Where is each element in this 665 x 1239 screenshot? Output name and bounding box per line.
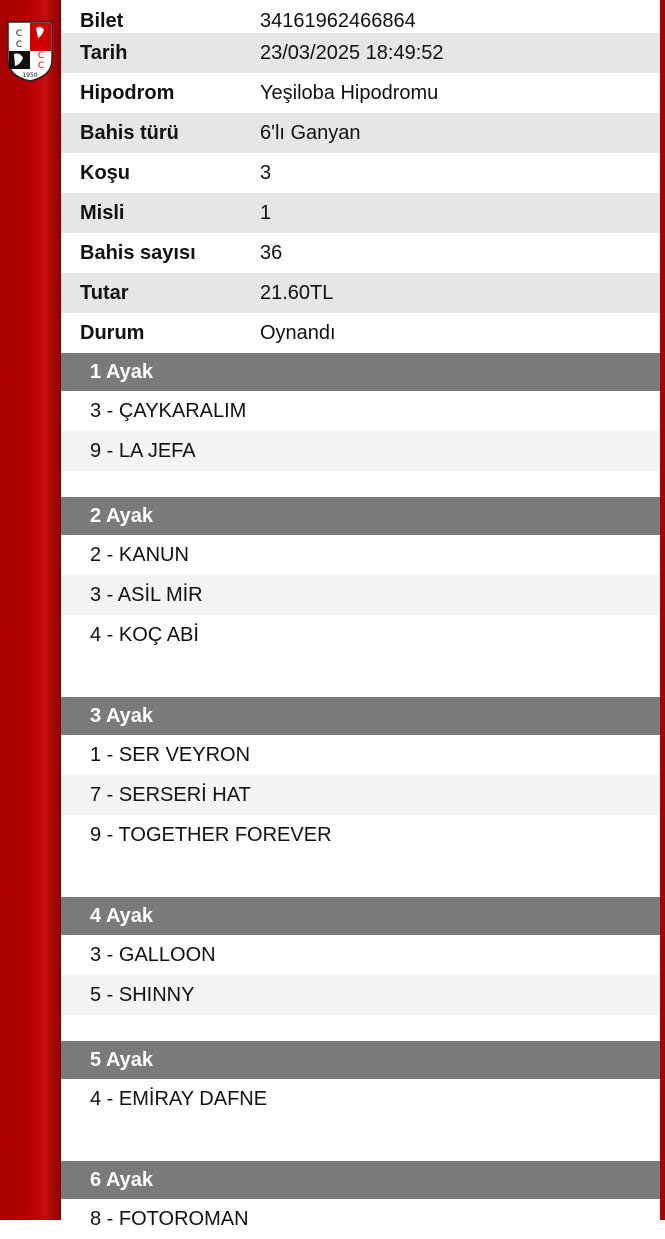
svg-text:C: C: [15, 40, 23, 50]
leg-spacer: [61, 471, 660, 497]
leg-spacer: [61, 855, 660, 897]
ticket-info-row: [61, 193, 660, 233]
ticket-info-label: Bahis sayısı: [80, 241, 196, 264]
svg-text:1950: 1950: [22, 72, 38, 79]
ticket-info-row: [61, 33, 660, 73]
ticket-info-value: 1: [260, 201, 272, 224]
leg-header: 3 Ayak: [61, 697, 660, 735]
runner-item: 9 - LA JEFA: [61, 431, 660, 471]
leg-header: 6 Ayak: [61, 1161, 660, 1199]
ticket-info-label: Koşu: [80, 161, 130, 184]
ticket-info-label: Hipodrom: [80, 81, 175, 104]
ticket-info-table: [61, 0, 660, 353]
ticket-info-row: [61, 313, 660, 353]
leg-header: 2 Ayak: [61, 497, 660, 535]
leg-section: [61, 697, 660, 897]
ticket-info-row: [61, 113, 660, 153]
runner-item: 3 - ÇAYKARALIM: [90, 399, 247, 422]
ticket-info-value: 21.60TL: [260, 281, 334, 304]
ticket-info-row: [61, 153, 660, 193]
club-logo-icon: [5, 20, 55, 82]
legs-list: [61, 353, 660, 1239]
runner-item: 8 - FOTOROMAN: [90, 1207, 249, 1230]
runner-item: 3 - ASİL MİR: [61, 575, 660, 615]
runner-item: 4 - KOÇ ABİ: [90, 623, 199, 646]
runner-item: 2 - KANUN: [90, 543, 189, 566]
svg-text:C: C: [37, 51, 45, 61]
ticket-info-value: 23/03/2025 18:49:52: [260, 41, 444, 64]
leg-header: 5 Ayak: [61, 1041, 660, 1079]
ticket-info-value: Oynandı: [260, 321, 336, 344]
leg-section: [61, 1161, 660, 1239]
leg-spacer: [61, 655, 660, 697]
ticket-info-value: 34161962466864: [260, 10, 416, 32]
ticket-detail-panel: [61, 0, 660, 1230]
ticket-info-value: 36: [260, 241, 283, 264]
ticket-info-row: [61, 0, 660, 33]
right-side-rail: [660, 0, 665, 1220]
svg-text:C: C: [37, 61, 45, 71]
ticket-info-label: Tutar: [80, 281, 129, 304]
ticket-info-value: Yeşiloba Hipodromu: [260, 81, 439, 104]
leg-section: [61, 1041, 660, 1161]
runner-item: 7 - SERSERİ HAT: [61, 775, 660, 815]
ticket-info-row: [61, 73, 660, 113]
svg-text:C: C: [15, 29, 23, 39]
leg-spacer: [61, 1015, 660, 1041]
ticket-info-label: Tarih: [80, 41, 128, 64]
ticket-info-label: Bahis türü: [80, 121, 179, 144]
ticket-info-value: 6'lı Ganyan: [260, 121, 361, 144]
leg-header: 4 Ayak: [61, 897, 660, 935]
leg-section: [61, 897, 660, 1041]
ticket-info-value: 3: [260, 161, 272, 184]
runner-item: 5 - SHINNY: [61, 975, 660, 1015]
ticket-info-label: Misli: [80, 201, 125, 224]
leg-section: [61, 497, 660, 697]
leg-section: [61, 353, 660, 497]
ticket-info-label: Durum: [80, 321, 145, 344]
runner-item: 3 - GALLOON: [90, 943, 216, 966]
ticket-info-label: Bilet: [80, 10, 124, 32]
leg-header: 1 Ayak: [61, 353, 660, 391]
runner-item: 4 - EMİRAY DAFNE: [90, 1087, 268, 1110]
runner-item: 9 - TOGETHER FOREVER: [90, 823, 332, 846]
ticket-info-row: [61, 273, 660, 313]
runner-item: 1 - SER VEYRON: [90, 743, 251, 766]
ticket-info-row: [61, 233, 660, 273]
leg-spacer: [61, 1119, 660, 1161]
left-side-rail: [0, 0, 61, 1220]
